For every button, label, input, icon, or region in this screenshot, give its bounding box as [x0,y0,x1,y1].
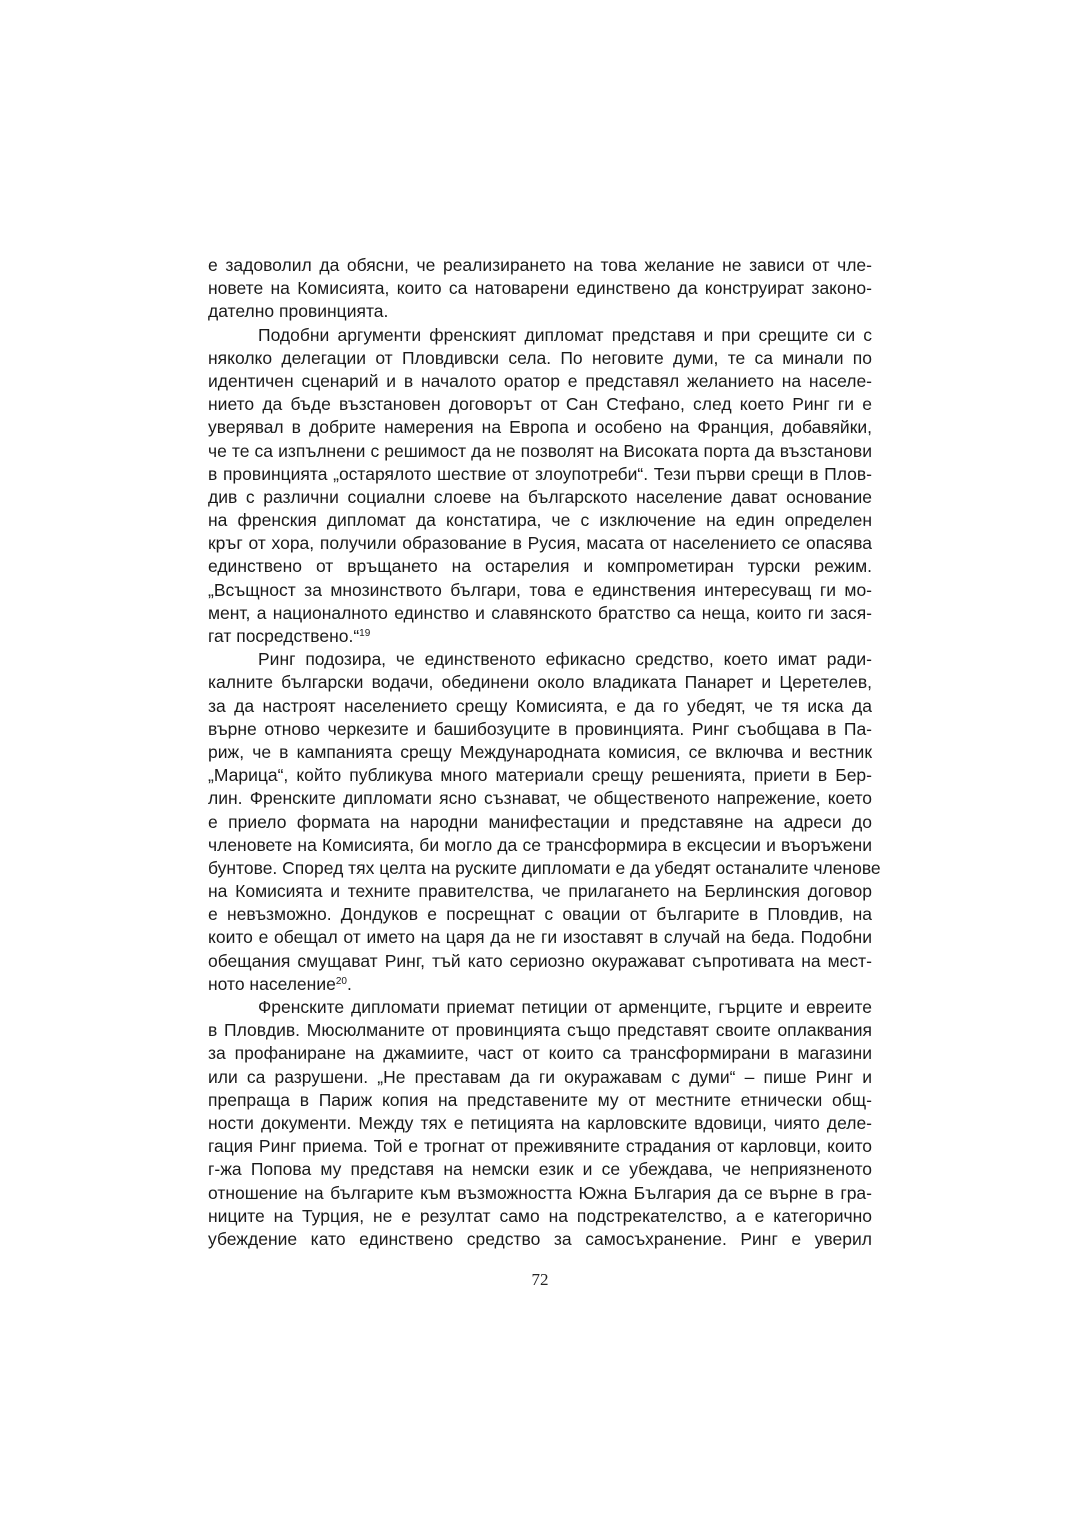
text-line: г-жа Попова му представя на немски език и се убеждава, че неприязненото [208,1159,872,1180]
text-line-content: ното население [208,973,336,994]
text-line: бунтове. Според тях целта на руските дипломати е да убедят останалите членове [208,857,881,878]
text-line: лин. Френските дипломати ясно съзнават, че общественото напрежение, което [208,788,872,809]
text-line: членовете на Комисията, би могло да се трансформира в ексцесии и въоръжени [208,834,872,855]
text-line: на френския дипломат да констатира, че с изключение на един определен [208,510,872,531]
text-line: или са разрушени. „Не преставам да ги окуражавам с думи“ – пише Ринг и [208,1066,872,1087]
text-line: е приело формата на народни манифестации и представяне на адреси до [208,811,872,832]
text-line [208,973,872,996]
text-line: е задоволил да обясни, че реализирането на това желание не зависи от чле- [208,255,872,275]
text-line: няколко делегации от Пловдивски села. По неговите думи, те са минали по [208,347,872,368]
text-line: единствено от връщането на остарелия и компрометиран турски режим. [208,556,872,577]
text-line: калните български водачи, обединени около владиката Панарет и Церетелев, [208,672,872,693]
text-line: кръг от хора, получили образование в Русия, масата от населението се опасява [208,533,872,554]
footnote-ref-20[interactable]: 20 [335,975,347,987]
text-line: дателно провинцията. [208,301,389,322]
text-line: отношение на българите към възможността Южна България да се върне в гра- [208,1182,872,1203]
text-line [208,625,872,648]
text-line: е невъзможно. Дондуков е посрещнат с овации от българите в Пловдив, на [208,904,872,925]
body-text [208,254,881,1251]
text-line-tail: . [346,973,352,994]
text-line: новете на Комисията, които са натоварени единствено да конструират законо- [208,278,872,299]
text-line: убеждение като единствено средство за самосъхранение. Ринг е уверил [208,1228,872,1249]
text-line: „Всъщност за мнозинството българи, това е единствения интересуващ ги мо- [208,579,872,600]
text-line: див с различни социални слоеве на българското население дават основание [208,486,872,507]
text-line: обещания смущават Ринг, тъй като сериозно окуражават съпротивата на мест- [208,950,872,971]
text-line: препраща в Париж копия на представените му от местните етнически общ- [208,1089,872,1110]
text-line: мент, а националното единство и славянското братство са неща, които ги зася- [208,602,872,623]
text-line: Ринг подозира, че единственото ефикасно средство, което имат ради- [258,649,872,670]
text-line: за профаниране на джамиите, част от които са трансформирани в магазини [208,1043,872,1064]
text-line: ности документи. Между тях е петицията на карловските вдовици, чиято деле- [208,1112,872,1133]
text-line: Подобни аргументи френският дипломат представя и при срещите си с [258,324,872,345]
text-line: че те са изпълнени с решимост да не позволят на Високата порта да възстанови [208,440,872,461]
text-line: върне отново черкезите и башибозуците в провинцията. Ринг съобщава в Па- [208,718,872,739]
footnote-ref-19[interactable]: 19 [359,628,371,639]
text-line: Френските дипломати приемат петиции от арменците, гърците и евреите [258,997,872,1017]
text-line: нието да бъде възстановен договорът от Сан Стефано, след което Ринг ги е [208,394,872,415]
text-line: гация Ринг приема. Той е трогнат от преживяните страдания от карловци, които [208,1136,872,1157]
text-line: на Комисията и техните правителства, че прилагането на Берлинския договор [208,881,872,902]
text-line: идентичен сценарий и в началото оратор е представял желанието на населе- [208,370,872,391]
text-line: които е обещал от името на царя да не ги изоставят в случай на беда. Подобни [208,927,872,948]
text-line: за да настроят населението срещу Комисията, е да го убедят, че тя иска да [208,695,872,716]
text-line: ниците на Турция, не е резултат само на подстрекателство, а е категорично [208,1205,872,1226]
text-line: уверявал в добрите намерения на Европа и особено на Франция, добавяйки, [208,417,872,438]
text-line-content: гат посредствено.“ [208,626,360,646]
text-line: в Пловдив. Мюсюлманите от провинцията също представят своите оплаквания [208,1020,872,1041]
text-line: „Марица“, който публикува много материали срещу решенията, приети в Бер- [208,765,872,786]
text-line: риж, че в кампанията срещу Международната комисия, се включва и вестник [208,741,872,762]
text-line: в провинцията „остарялото шествие от злоупотреби“. Тези първи срещи в Плов- [208,463,872,484]
page-number: 72 [531,1270,549,1289]
